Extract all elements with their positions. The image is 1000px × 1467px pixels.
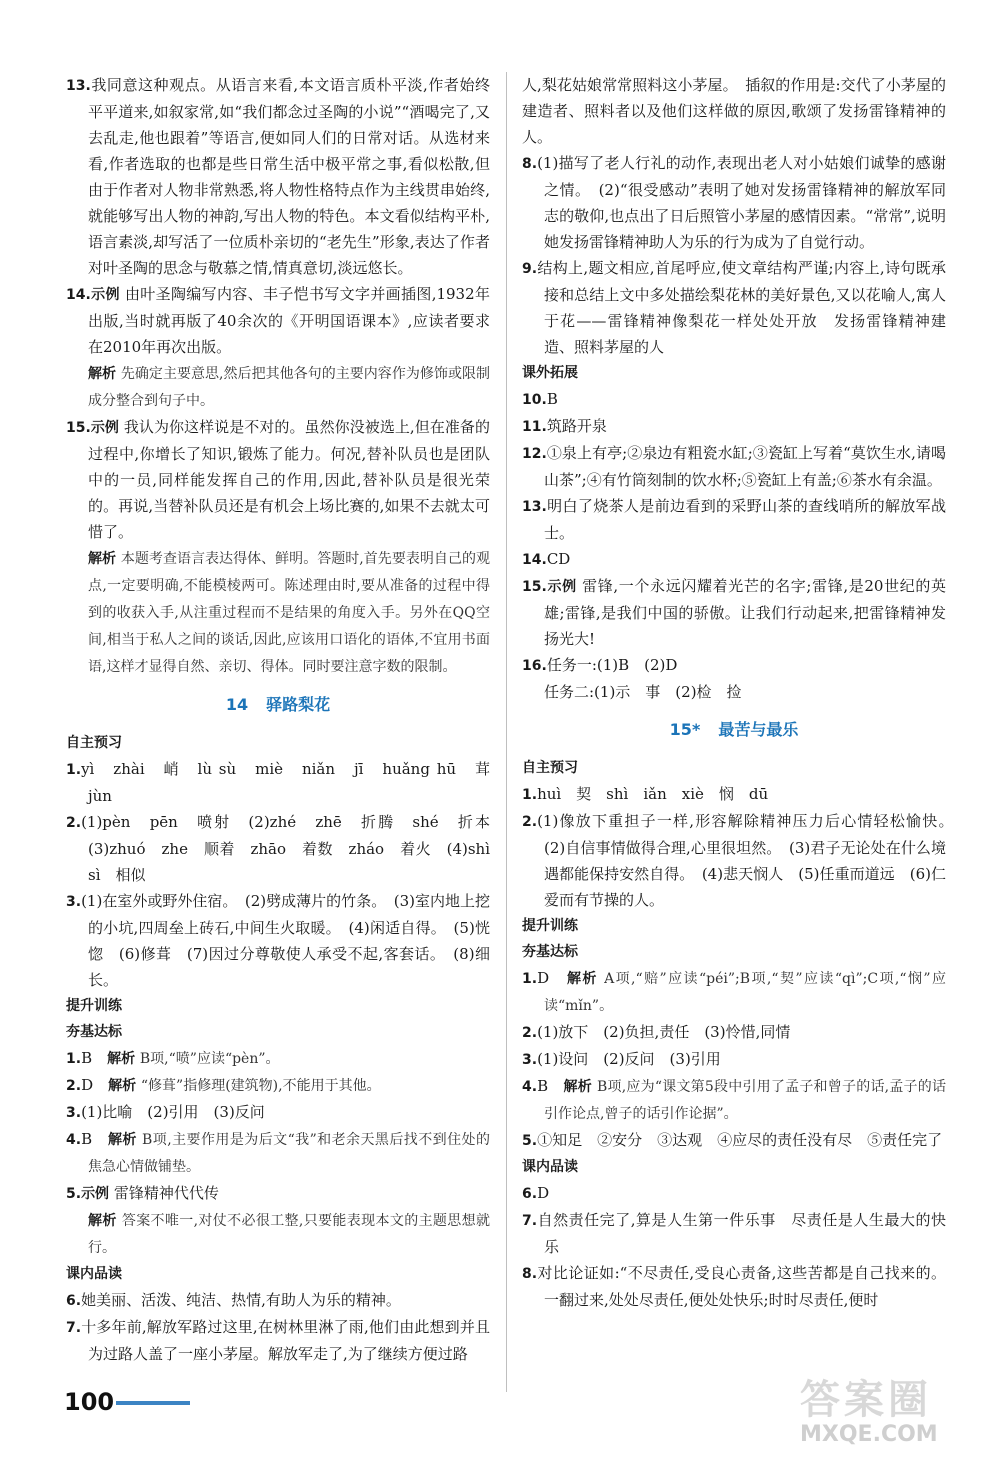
item-number: 4. [66, 1132, 82, 1148]
section-number: 14 [225, 695, 249, 714]
item-text: ①泉上有亭;②泉边有粗瓷水缸;③瓷缸上写着“莫饮生水,请喝山茶”;④有竹筒刻制的饮水杯;⑤瓷缸上有盖;⑥茶水有余温。 [544, 444, 946, 489]
answer-item [522, 440, 946, 493]
item-number: 7. [66, 1320, 82, 1336]
section-heading: 提升训练 [66, 998, 122, 1014]
item-text: (1)像放下重担子一样,形容解除精神压力后心情轻松愉快。 (2)自信事情做得合理,心里很坦然。 (3)君子无论处在什么境遇都能保持安然自得。 (4)悲天悯人 (5)任重而道远 (6)仁爱而有节操的人。 [537, 812, 962, 909]
item-text: 由叶圣陶编写内容、丰子恺书写文字并画插图,1932年出版,当时就再版了40余次的《开明国语课本》,应读者要求在2010年再次出版。 [88, 285, 490, 356]
answer-item [66, 1072, 490, 1099]
answer-item [522, 255, 946, 360]
item-number: 2. [66, 1078, 82, 1094]
item-text: huì 契 shì iǎn xiè 悯 dū [537, 785, 769, 803]
item-number: 8. [522, 1266, 538, 1282]
section-heading: 夯基达标 [66, 1024, 122, 1040]
item-text: (1)放下 (2)负担,责任 (3)怜惜,同情 [537, 1023, 791, 1041]
section-title [522, 705, 946, 755]
item-number: 9. [522, 261, 538, 277]
section-number: 15* [669, 720, 701, 739]
answer-item [522, 1046, 946, 1073]
watermark-text: 答案圈 [800, 1377, 932, 1423]
item-label: 解析 [108, 1078, 137, 1094]
page-number: 100 [64, 1388, 115, 1416]
section-heading: 夯基达标 [522, 944, 578, 960]
answer-text [66, 545, 490, 680]
answer-item [522, 150, 946, 255]
item-text: (1)描写了老人行礼的动作,表现出老人对小姑娘们诚挚的感谢之情。 (2)“很受感动”表明了她对发扬雷锋精神的解放军同志的敬仰,也点出了日后照管小茅屋的感情因素。“常常”,说明她发扬雷锋精神助人为乐的行为成为了自觉行动。 [537, 154, 946, 251]
answer-item [522, 1207, 946, 1260]
item-number: 11. [522, 419, 547, 435]
item-label: 解析 [88, 366, 117, 382]
item-number: 8. [522, 156, 538, 172]
section-heading: 课外拓展 [522, 365, 578, 381]
item-text: 自然责任完了,算是人生第一件乐事 尽责任是人生最大的快乐 [537, 1211, 946, 1256]
page-number-bar [116, 1401, 190, 1405]
section-heading: 提升训练 [522, 918, 578, 934]
item-text: 人,梨花姑娘常常照料这小茅屋。 插叙的作用是:交代了小茅屋的建造者、照料者以及他们这样做的原因,歌颂了发扬雷锋精神的人。 [522, 76, 946, 146]
answer-item [522, 386, 946, 413]
answer-text [66, 1207, 490, 1261]
item-text: 任务一:(1)B (2)D [546, 656, 678, 674]
item-number: 3. [522, 1052, 538, 1068]
answer-item [522, 652, 946, 679]
item-number: 15. [66, 420, 91, 436]
item-text: CD [546, 550, 571, 568]
answer-item [522, 1180, 946, 1207]
answer-item [66, 1126, 490, 1180]
item-number: 15. [522, 579, 547, 595]
item-number: 4. [522, 1079, 538, 1095]
left-column [66, 72, 506, 1367]
item-text: 她美丽、活泼、纯洁、热情,有助人为乐的精神。 [81, 1291, 401, 1309]
item-text: 先确定主要意思,然后把其他各句的主要内容作为修饰或限制成分整合到句子中。 [88, 366, 490, 409]
item-number: 5. [522, 1133, 538, 1149]
item-number: 3. [66, 894, 82, 910]
item-text: (1)pèn pēn 喷射 (2)zhé zhē 折腾 shé 折本 (3)zhuó zhe 顺着 zhāo 着数 zháo 着火 (4)shì sì 相似 [81, 813, 506, 884]
watermark-url: MXQE.COM [800, 1422, 938, 1447]
answer-item [66, 72, 490, 281]
answer-item [522, 1260, 946, 1313]
item-number: 12. [522, 446, 547, 462]
answer-item [66, 756, 506, 809]
item-number: 7. [522, 1213, 538, 1229]
item-text: (1)在室外或野外住宿。 (2)劈成薄片的竹条。 (3)室内地上挖的小坑,四周垒上砖石,中间生火取暖。 (4)闲适自得。 (5)恍惚 (6)修葺 (7)因过分尊敬使人承受不起,客套话。 (8)细长。 [81, 892, 490, 989]
answer-item [522, 573, 946, 652]
answer-item [522, 808, 962, 913]
item-label: 示例 [81, 1186, 110, 1202]
answer-text [66, 360, 490, 414]
item-label: 解析 [88, 551, 117, 567]
item-text: D [81, 1076, 94, 1094]
item-label: 解析 [563, 1079, 592, 1095]
item-number: 3. [66, 1105, 82, 1121]
item-number: 1. [66, 762, 82, 778]
item-text: 本题考查语言表达得体、鲜明。答题时,首先要表明自己的观点,一定要明确,不能模棱两可。陈述理由时,要从准备的过程中得到的收获入手,从注重过程而不是结果的角度入手。另外在QQ空间,相当于私人之间的谈话,因此,应该用口语化的语体,不宜用书面语,这样才显得自然、亲切、得体。同时要注意字数的限制。 [88, 551, 490, 675]
item-text: yì zhài 峭 lù sù miè niǎn jī huǎng hū 茸 jùn [81, 760, 506, 805]
item-explanation: A项,“赔”应读“péi”;B项,“契”应读“qì”;C项,“悯”应读“mǐn”。 [544, 971, 946, 1014]
item-number: 2. [522, 814, 538, 830]
item-text: D [537, 969, 550, 987]
item-text: 雷锋,一个永远闪耀着光芒的名字;雷锋,是20世纪的英雄;雷锋,是我们中国的骄傲。让我们行动起来,把雷锋精神发扬光大! [544, 577, 946, 648]
item-text: 任务二:(1)示 事 (2)检 捡 [544, 683, 742, 701]
answer-item [66, 888, 490, 993]
item-label: 解析 [88, 1213, 117, 1229]
item-number: 16. [522, 658, 547, 674]
item-text: (1)设问 (2)反问 (3)引用 [537, 1050, 721, 1068]
answer-item [66, 1287, 490, 1314]
item-text: 对比论证如:“不尽责任,受良心责备,这些苦都是自己找来的。一翻过来,处处尽责任,便处处快乐;时时尽责任,便时 [537, 1264, 946, 1309]
answer-item [522, 1019, 946, 1046]
section-heading: 课内品读 [66, 1266, 122, 1282]
item-number: 14. [522, 552, 547, 568]
answer-item [66, 1099, 490, 1126]
answer-item [522, 493, 946, 546]
item-text: ①知足 ②安分 ③达观 ④应尽的责任没有尽 ⑤责任完了 [537, 1131, 943, 1149]
item-text: 十多年前,解放军路过这里,在树林里淋了雨,他们由此想到并且为过路人盖了一座小茅屋。解放军走了,为了继续方便过路 [81, 1318, 490, 1363]
answer-item [66, 1180, 490, 1207]
answer-item [66, 809, 506, 888]
item-text: 明白了烧茶人是前边看到的采野山茶的查线哨所的解放军战士。 [544, 497, 946, 542]
answer-item [522, 781, 946, 808]
answer-item [522, 546, 946, 573]
item-text: D [537, 1184, 550, 1202]
item-text: (1)比喻 (2)引用 (3)反问 [81, 1103, 265, 1121]
item-number: 13. [66, 78, 91, 94]
answer-item [522, 1073, 946, 1127]
right-column [522, 72, 962, 1313]
item-text: 我认为你这样说是不对的。虽然你没被选上,但在准备的过程中,你增长了知识,锻炼了能力。何况,替补队员也是团队中的一员,同样能发挥自己的作用,因此,替补队员是很光荣的。再说,当替补队员还是有机会上场比赛的,如果不去就太可惜了。 [88, 418, 490, 541]
section-name: 最苦与最乐 [718, 720, 799, 739]
item-text: B [537, 1077, 549, 1095]
item-text: B [81, 1130, 93, 1148]
item-number: 1. [522, 787, 538, 803]
answer-text [522, 72, 946, 150]
item-number: 10. [522, 392, 547, 408]
item-number: 14. [66, 287, 91, 303]
item-explanation: “修葺”指修理(建筑物),不能用于其他。 [140, 1078, 381, 1094]
answer-item [66, 1045, 490, 1072]
section-title [66, 680, 490, 730]
item-text: 雷锋精神代代传 [113, 1184, 219, 1202]
section-name: 驿路梨花 [266, 695, 331, 714]
answer-text [522, 679, 946, 705]
item-number: 6. [66, 1293, 82, 1309]
answer-item [66, 414, 490, 545]
answer-item [522, 965, 946, 1019]
item-text: 我同意这种观点。从语言来看,本文语言质朴平淡,作者始终平平道来,如叙家常,如“我们都念过圣陶的小说”“酒喝完了,又去乱走,他也跟着”等语言,便如同人们的日常对话。从选材来看,作者选取的也都是些日常生活中极平常之事,看似松散,但由于作者对人物非常熟悉,将人物性格特点作为主线贯串始终,就能够写出人物的神韵,写出人物的特色。本文看似结构平朴,语言素淡,却写活了一位质朴亲切的“老先生”形象,表达了作者对叶圣陶的思念与敬慕之情,情真意切,淡远悠长。 [88, 76, 490, 277]
answer-item [66, 281, 490, 360]
item-explanation: B项,主要作用是为后文“我”和老余天黑后找不到住处的焦急心情做铺垫。 [88, 1132, 490, 1175]
watermark-logo [800, 1378, 990, 1458]
item-number: 6. [522, 1186, 538, 1202]
item-text: 筑路开泉 [546, 417, 607, 435]
item-label: 解析 [107, 1132, 137, 1148]
answer-item [522, 413, 946, 440]
item-number: 1. [522, 971, 538, 987]
column-divider [506, 72, 507, 1392]
item-label: 示例 [546, 579, 577, 595]
section-heading: 课内品读 [522, 1159, 578, 1175]
item-text: 结构上,题文相应,首尾呼应,使文章结构严谨;内容上,诗句既承接和总结上文中多处描绘梨花林的美好景色,又以花喻人,寓人于花——雷锋精神像梨花一样处处开放 发扬雷锋精神建造、照料茅屋的人 [537, 259, 946, 356]
item-explanation: B项,“喷”应读“pèn”。 [139, 1051, 280, 1067]
item-number: 2. [66, 815, 82, 831]
answer-item [522, 1127, 946, 1154]
item-text: B [546, 390, 558, 408]
item-label: 示例 [90, 420, 119, 436]
item-label: 解析 [107, 1051, 136, 1067]
section-heading: 自主预习 [522, 760, 578, 776]
answer-item [66, 1314, 490, 1367]
item-label: 示例 [90, 287, 120, 303]
item-explanation: B项,应为“课文第5段中引用了孟子和曾子的话,孟子的话引作论点,曾子的话引作论据”。 [544, 1079, 946, 1122]
item-label: 解析 [566, 971, 598, 987]
item-number: 2. [522, 1025, 538, 1041]
item-number: 13. [522, 499, 547, 515]
item-number: 1. [66, 1051, 82, 1067]
item-text: 答案不唯一,对仗不必很工整,只要能表现本文的主题思想就行。 [88, 1213, 490, 1256]
item-number: 5. [66, 1186, 82, 1202]
section-heading: 自主预习 [66, 735, 122, 751]
item-text: B [81, 1049, 93, 1067]
